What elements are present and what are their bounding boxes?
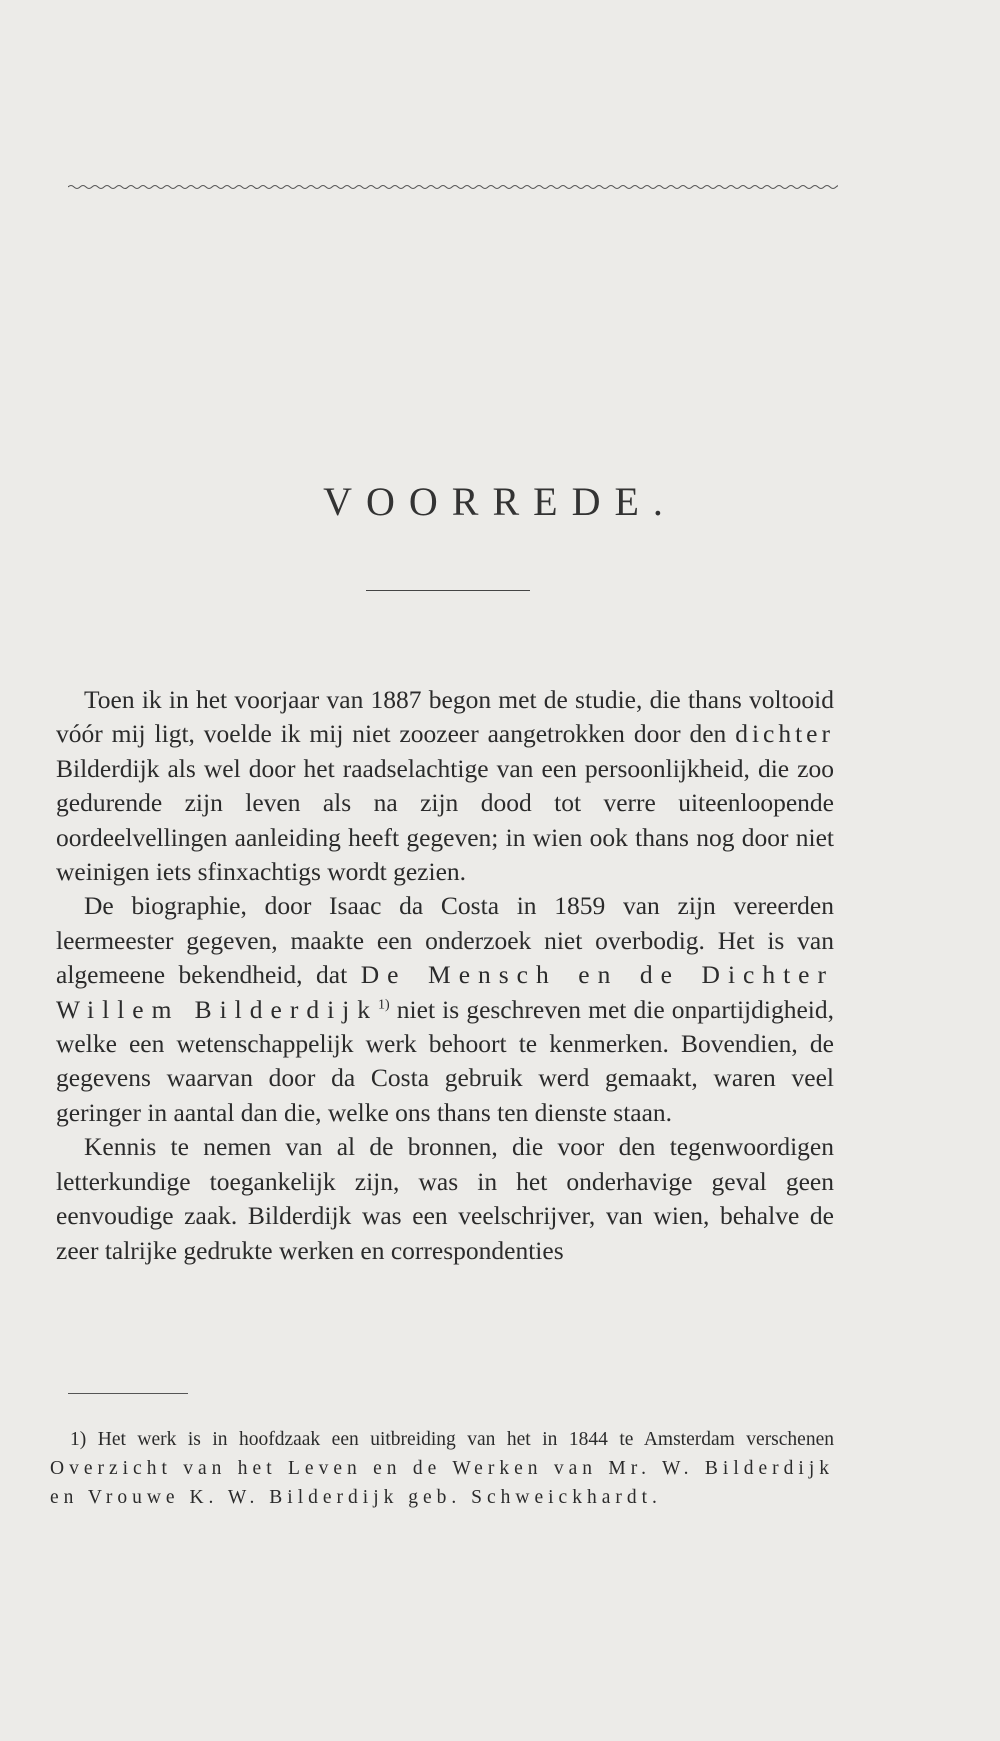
paragraph-2-end: niet is geschreven met die onpartijdigheid, welke een wetenschappelijk werk behoort te kenmerken. Bovendien, de gegevens waarvan door da Costa gebruik werd gemaakt, waren veel geringer in aantal dan die, welke ons thans ten dienste staan. [56, 994, 834, 1127]
ornamental-wavy-rule [68, 178, 838, 196]
paragraph-2 [56, 889, 834, 1130]
emphasis-dichter: dichter [735, 719, 834, 749]
paragraph-2-start: De biographie, door Isaac da Costa in 1859 van zijn vereerden leermeester gegeven, maakte een onderzoek niet overbodig. Het is van algemeene bekendheid, dat [56, 891, 834, 990]
emphasis-book-title: De Mensch en de Dichter Willem Bilderdijk [56, 960, 834, 1024]
paragraph-1 [56, 683, 834, 889]
paragraph-3: Kennis te nemen van al de bronnen, die voor den tegenwoordigen letterkundige toegankelijk zijn, was in het onderhavige geval geen eenvoudige zaak. Bilderdijk was een veelschrijver, van wien, behalve de zeer talrijke gedrukte werken en correspondenties [56, 1132, 834, 1265]
paragraph-1-start: Toen ik in het voorjaar van 1887 begon met de studie, die thans voltooid vóór mij ligt, voelde ik mij niet zoozeer aangetrokken door den [56, 685, 834, 749]
body-text [56, 683, 834, 1268]
footnote-marker: 1) [70, 1429, 87, 1450]
footnote-end: . [652, 1487, 657, 1508]
footnote-book-title: Overzicht van het Leven en de Werken van Mr. W. Bilderdijk en Vrouwe K. W. Bilderdijk geb. Schweickhardt [50, 1458, 834, 1508]
page-title: VOORREDE. [323, 479, 677, 524]
footnote-text: Het werk is in hoofdzaak een uitbreiding van het in 1844 te Amsterdam verschenen [86, 1429, 834, 1450]
title-divider [366, 590, 530, 591]
footnote [50, 1425, 834, 1512]
footnote-reference: 1) [378, 997, 390, 1013]
footnote-divider [68, 1393, 188, 1394]
paragraph-1-end: Bilderdijk als wel door het raadselachtige van een persoonlijkheid, die zoo gedurende zijn leven als na zijn dood tot verre uiteenloopende oordeelvellingen aanleiding heeft gegeven; in wien ook thans nog door niet weinigen iets sfinxachtigs wordt gezien. [56, 753, 834, 887]
